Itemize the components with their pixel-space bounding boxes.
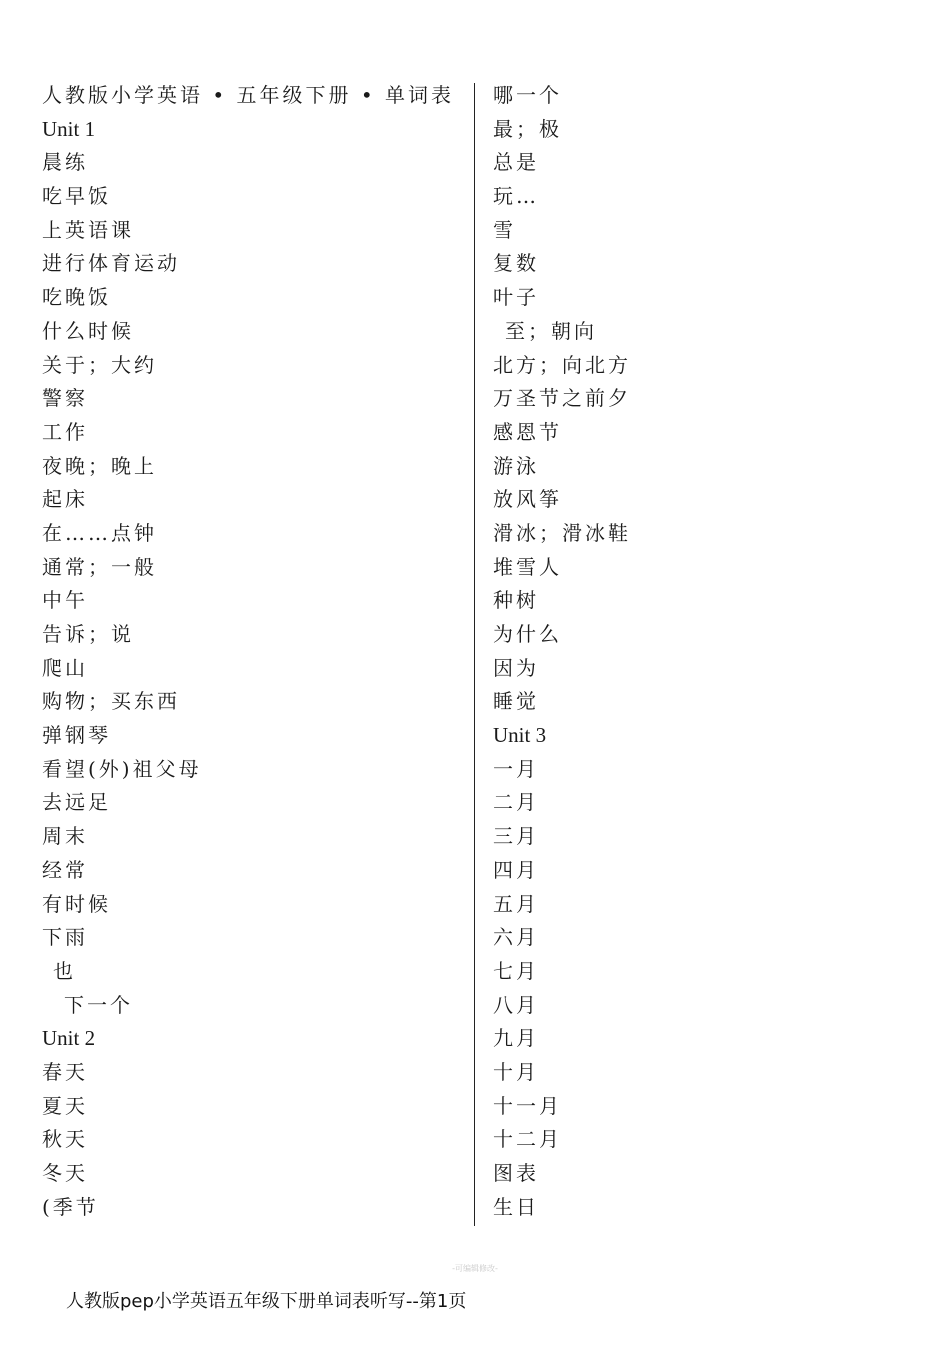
word-entry: 雪: [493, 217, 516, 242]
word-entry: 起床: [42, 487, 88, 512]
word-entry: 晨练: [42, 150, 88, 175]
word-entry: 叶子: [493, 285, 539, 310]
word-entry: 图表: [493, 1161, 539, 1185]
word-entry: 至；朝向: [505, 318, 597, 343]
word-entry: 在……点钟: [42, 520, 157, 545]
word-entry: 种树: [493, 588, 539, 613]
word-entry: 因为: [493, 655, 539, 680]
word-entry: 通常；一般: [42, 554, 157, 579]
word-entry: 二月: [493, 790, 539, 815]
word-entry: 总是: [493, 150, 539, 175]
left-word-column: [42, 79, 462, 1224]
word-entry: 游泳: [493, 453, 539, 478]
word-entry: 中午: [42, 588, 88, 613]
word-entry: 生日: [493, 1194, 539, 1219]
word-entry: 八月: [493, 992, 539, 1017]
word-entry: 感恩节: [493, 419, 562, 444]
word-entry: 北方；向北方: [493, 352, 631, 377]
word-entry: 春天: [42, 1059, 88, 1084]
word-entry: 为什么: [493, 622, 562, 646]
word-entry: 弹钢琴: [42, 723, 111, 748]
word-entry: 三月: [493, 824, 539, 849]
word-entry: (季节: [42, 1194, 99, 1219]
column-divider: [474, 83, 475, 1226]
right-word-column: [493, 79, 913, 1224]
word-entry: 也: [53, 958, 76, 983]
word-entry: 什么时候: [42, 318, 134, 343]
word-entry: 十一月: [493, 1093, 562, 1118]
word-entry: 七月: [493, 958, 539, 983]
word-entry: 一月: [493, 756, 539, 781]
word-entry: 冬天: [42, 1161, 88, 1185]
word-entry: 万圣节之前夕: [493, 386, 631, 411]
word-entry: 夜晚；晚上: [42, 453, 157, 478]
word-entry: 堆雪人: [493, 554, 562, 579]
word-entry: 下一个: [64, 992, 133, 1017]
word-entry: 滑冰；滑冰鞋: [493, 520, 631, 545]
word-entry: 购物；买东西: [42, 689, 180, 714]
word-entry: 警察: [42, 386, 88, 411]
word-entry: 进行体育运动: [42, 251, 180, 276]
word-entry: 经常: [42, 857, 88, 882]
word-entry: 秋天: [42, 1127, 88, 1152]
word-entry: 四月: [493, 857, 539, 882]
word-entry: 玩…: [493, 184, 539, 209]
word-entry: 有时候: [42, 891, 111, 916]
word-entry: 吃晚饭: [42, 285, 111, 310]
word-entry: 复数: [493, 251, 539, 276]
word-entry: 五月: [493, 891, 539, 916]
word-entry: 吃早饭: [42, 184, 111, 209]
word-entry: 下雨: [42, 925, 88, 950]
word-entry: 十月: [493, 1059, 539, 1084]
word-entry: 告诉；说: [42, 622, 134, 646]
word-entry: 放风筝: [493, 487, 562, 512]
word-entry: 六月: [493, 925, 539, 950]
word-entry: 去远足: [42, 790, 111, 815]
word-entry: 上英语课: [42, 217, 134, 242]
word-entry: 哪一个: [493, 83, 562, 107]
word-entry: 看望(外)祖父母: [42, 756, 202, 781]
word-entry: 最；极: [493, 116, 562, 141]
watermark-text: -可编辑修改-: [452, 1264, 498, 1273]
word-entry: 爬山: [42, 655, 88, 680]
unit-heading: Unit 3: [493, 723, 547, 748]
word-entry: 十二月: [493, 1127, 562, 1152]
page-footer: 人教版pep小学英语五年级下册单词表听写--第1页: [66, 1291, 467, 1312]
unit-heading: Unit 2: [42, 1026, 96, 1051]
word-entry: 关于；大约: [42, 352, 157, 377]
unit-heading: Unit 1: [42, 116, 96, 141]
document-title: 人教版小学英语 • 五年级下册 • 单词表: [42, 83, 455, 107]
word-entry: 周末: [42, 824, 88, 849]
word-entry: 睡觉: [493, 689, 539, 714]
word-entry: 夏天: [42, 1093, 88, 1118]
word-entry: 九月: [493, 1026, 539, 1051]
word-entry: 工作: [42, 419, 88, 444]
